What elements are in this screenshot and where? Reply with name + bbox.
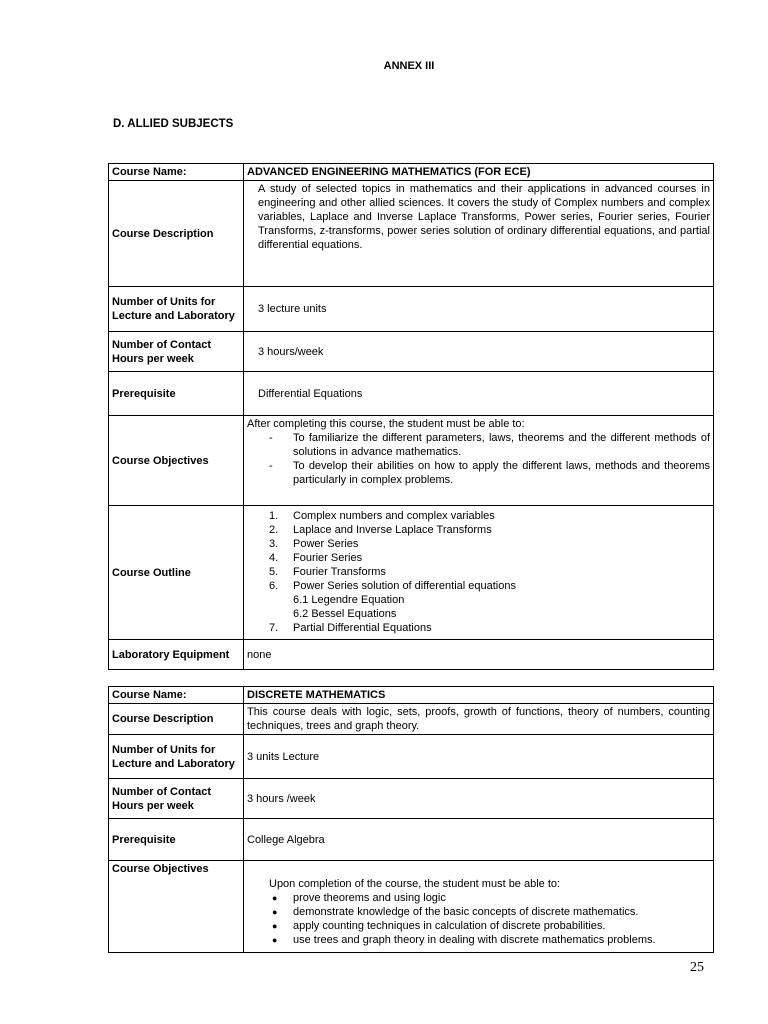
units-value: 3 units Lecture bbox=[244, 735, 714, 779]
objective-text: use trees and graph theory in dealing with discrete mathematics problems. bbox=[293, 934, 656, 946]
table-row bbox=[109, 181, 714, 287]
list-item: 4. Fourier Series bbox=[269, 552, 363, 564]
objectives-intro: Upon completion of the course, the student must be able to: bbox=[269, 878, 561, 890]
list-item: - To develop their abilities on how to apply the different laws, methods and theorems particularly in complex problems. bbox=[269, 460, 710, 486]
bullet-icon: ● bbox=[272, 893, 278, 903]
list-item: 7. Partial Differential Equations bbox=[269, 622, 432, 634]
table-row bbox=[109, 779, 714, 819]
section-heading: D. ALLIED SUBJECTS bbox=[113, 118, 234, 130]
list-item bbox=[247, 891, 710, 905]
course-outline-label: Course Outline bbox=[109, 506, 244, 640]
course-objectives-value bbox=[244, 861, 714, 953]
prerequisite-label: Prerequisite bbox=[109, 372, 244, 416]
table-row bbox=[109, 819, 714, 861]
list-item: 5. Fourier Transforms bbox=[269, 566, 386, 578]
list-item: 6.1 Legendre Equation bbox=[293, 594, 405, 606]
list-item: 6. Power Series solution of differential equations bbox=[269, 580, 516, 592]
course-description-label: Course Description bbox=[109, 181, 244, 287]
objective-text: apply counting techniques in calculation of discrete probabilities. bbox=[293, 920, 606, 932]
bullet-icon: ● bbox=[272, 935, 278, 945]
lab-equipment-label: Laboratory Equipment bbox=[109, 640, 244, 670]
objective-text: demonstrate knowledge of the basic concepts of discrete mathematics. bbox=[293, 906, 639, 918]
course-description-value: A study of selected topics in mathematics and their applications in advanced courses in engineering and other allied sciences. It covers the study of Complex numbers and complex variables, Laplace and Inverse Laplace Transforms, Power series, Fourier series, Fourier Transforms, z-transforms, power series solution of ordinary differential equations, and partial differential equations. bbox=[244, 181, 714, 287]
course-objectives-value bbox=[244, 416, 714, 506]
objective-text: To develop their abilities on how to apply the different laws, methods and theorems particularly in complex problems. bbox=[293, 460, 710, 486]
list-item bbox=[247, 933, 710, 947]
list-item: - To familiarize the different parameters, laws, theorems and the different methods of solutions in advance mathematics. bbox=[269, 432, 710, 458]
course-name-value: DISCRETE MATHEMATICS bbox=[244, 687, 714, 704]
contact-hours-label: Number of Contact Hours per week bbox=[109, 779, 244, 819]
list-item: 6.2 Bessel Equations bbox=[293, 608, 397, 620]
table-row bbox=[109, 687, 714, 704]
prerequisite-label: Prerequisite bbox=[109, 819, 244, 861]
list-item: 2. Laplace and Inverse Laplace Transforms bbox=[269, 524, 492, 536]
table-row bbox=[109, 164, 714, 181]
course-name-value: ADVANCED ENGINEERING MATHEMATICS (FOR ECE) bbox=[244, 164, 714, 181]
objectives-intro: After completing this course, the student must be able to: bbox=[247, 418, 525, 430]
table-row bbox=[109, 416, 714, 506]
list-item bbox=[247, 919, 710, 933]
course-name-label: Course Name: bbox=[109, 164, 244, 181]
list-item: 3. Power Series bbox=[269, 538, 359, 550]
course-description-value: This course deals with logic, sets, proofs, growth of functions, theory of numbers, counting techniques, trees and graph theory. bbox=[244, 704, 714, 735]
lab-equipment-value: none bbox=[244, 640, 714, 670]
course-outline-value bbox=[244, 506, 714, 640]
table-row bbox=[109, 332, 714, 372]
bullet-icon: ● bbox=[272, 907, 278, 917]
course-table-discrete-math bbox=[108, 686, 714, 953]
objectives-list bbox=[247, 891, 710, 947]
units-label: Number of Units for Lecture and Laboratory bbox=[109, 735, 244, 779]
course-name-label: Course Name: bbox=[109, 687, 244, 704]
course-table-advanced-math bbox=[108, 163, 714, 670]
prerequisite-value: Differential Equations bbox=[244, 372, 714, 416]
page-number: 25 bbox=[690, 960, 704, 975]
course-description-label: Course Description bbox=[109, 704, 244, 735]
table-row bbox=[109, 287, 714, 332]
prerequisite-value: College Algebra bbox=[244, 819, 714, 861]
objectives-list bbox=[247, 431, 710, 487]
table-row bbox=[109, 704, 714, 735]
contact-hours-label: Number of Contact Hours per week bbox=[109, 332, 244, 372]
units-value: 3 lecture units bbox=[244, 287, 714, 332]
table-row bbox=[109, 506, 714, 640]
list-item bbox=[247, 905, 710, 919]
annex-heading: ANNEX III bbox=[383, 60, 435, 72]
units-label: Number of Units for Lecture and Laboratory bbox=[109, 287, 244, 332]
contact-hours-value: 3 hours/week bbox=[244, 332, 714, 372]
objective-text: To familiarize the different parameters, laws, theorems and the different methods of solutions in advance mathematics. bbox=[293, 432, 710, 458]
outline-list bbox=[247, 509, 710, 635]
table-row bbox=[109, 861, 714, 953]
objective-text: prove theorems and using logic bbox=[293, 892, 446, 904]
course-objectives-label: Course Objectives bbox=[109, 416, 244, 506]
list-item: 1. Complex numbers and complex variables bbox=[269, 510, 495, 522]
table-row bbox=[109, 735, 714, 779]
course-objectives-label: Course Objectives bbox=[109, 861, 244, 953]
bullet-icon: ● bbox=[272, 921, 278, 931]
contact-hours-value: 3 hours /week bbox=[244, 779, 714, 819]
table-row bbox=[109, 640, 714, 670]
table-row bbox=[109, 372, 714, 416]
